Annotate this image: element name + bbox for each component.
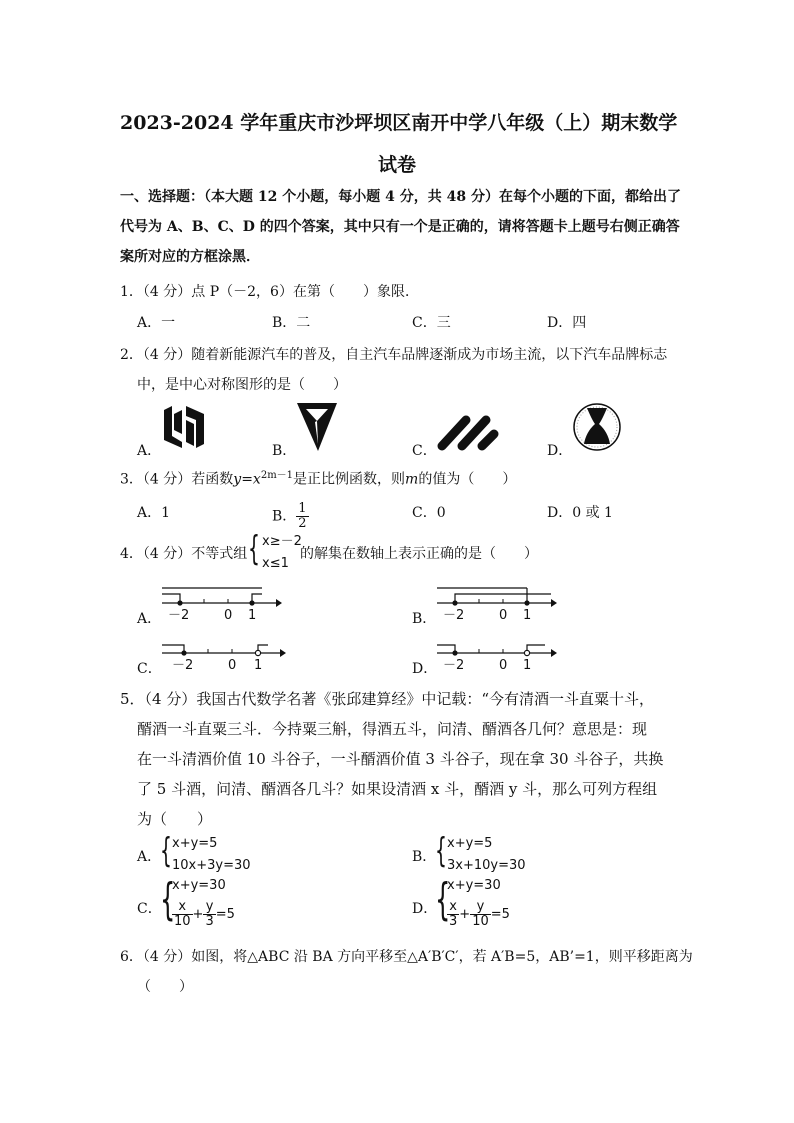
q4a-tick-1: 1 (248, 608, 257, 623)
q4-system-brace: { (248, 529, 260, 569)
q5c-frac-x (172, 900, 193, 929)
q5d-eq2 (447, 900, 510, 929)
q4-number-line-c (158, 634, 288, 674)
q3-stem-part3: 的值为（ ） (418, 471, 517, 488)
question-5-stem-line4: 了 5 斗酒，问清、醑酒各几斗？如果设清酒 x 斗，醑酒 y 斗，那么可列方程组 (137, 780, 658, 798)
q4d-tick-1: 1 (523, 658, 532, 673)
question-6-stem-line2: （ ） (137, 979, 193, 995)
q3-fraction-num: 1 (298, 501, 307, 516)
question-4-stem-part1: 4．（4 分）不等式组 (120, 546, 248, 562)
question-6-stem: 6．（4 分）如图，将△ABC 沿 BA 方向平移至△A′B′C′，若 A′B=5，AB’=1，则平移距离为 (120, 949, 693, 965)
q4-system-line2: x≤1 (262, 556, 289, 571)
q5d-frac-x-num: x (447, 900, 459, 915)
q5b-eq1: x+y=5 (447, 836, 493, 851)
q3-option-a[interactable]: A．1 (137, 505, 171, 521)
q4d-tick-neg2: －2 (443, 658, 465, 673)
q4-option-d[interactable]: D． (412, 661, 438, 677)
q3-func-x: x (252, 471, 261, 488)
slashes-logo-icon (436, 412, 500, 452)
q3-option-b[interactable] (272, 502, 309, 531)
q3-option-d[interactable]: D．0 或 1 (547, 505, 613, 521)
q5d-frac-y (470, 900, 491, 929)
question-5-stem-line2: 醑酒一斗直粟三斗．今持粟三斛，得酒五斗，问清、醑酒各几何？意思是：现 (137, 720, 648, 738)
q4d-tick-0: 0 (499, 658, 508, 673)
page-title: 2023-2024 学年重庆市沙坪坝区南开中学八年级（上）期末数学 (120, 112, 678, 134)
q1-option-a[interactable]: A．一 (137, 315, 176, 331)
q5-option-b[interactable]: B． (412, 849, 437, 865)
section-heading-line3: 案所对应的方框涂黑． (120, 249, 260, 265)
q5d-frac-y-den: 10 (472, 914, 489, 929)
q2-option-d[interactable]: D． (547, 443, 573, 459)
q5d-frac-y-num: y (470, 900, 491, 915)
q1-option-b[interactable]: B．二 (272, 315, 311, 331)
q3-stem-part1: 3．（4 分）若函数 (120, 471, 234, 488)
q4b-tick-0: 0 (499, 608, 508, 623)
q5c-plus: + (192, 907, 204, 922)
q3-func-eq: = (241, 471, 253, 488)
section-heading-line2: 代号为 A、B、C、D 的四个答案，其中只有一个是正确的，请将答题卡上题号右侧正确答 (120, 219, 680, 235)
q4-system-line1: x≥－2 (262, 534, 302, 549)
q4-option-b[interactable]: B． (412, 611, 437, 627)
circle-logo-icon (572, 402, 622, 452)
q4c-tick-1: 1 (254, 658, 263, 673)
q5c-eq2 (172, 900, 235, 929)
q2-option-a[interactable]: A． (137, 443, 162, 459)
q3-option-c[interactable]: C．0 (412, 505, 446, 521)
q5b-brace: { (435, 831, 447, 871)
q5c-equals: =5 (215, 907, 235, 922)
section-heading: 一、选择题：（本大题 12 个小题，每小题 4 分，共 48 分）在每个小题的下面，都给出了 (120, 189, 681, 205)
q3-fraction-den: 2 (298, 516, 307, 531)
q4a-tick-neg2: －2 (168, 608, 190, 623)
q5c-brace: { (160, 874, 176, 925)
q5c-frac-y (203, 900, 215, 929)
q3-exponent: 2m－1 (260, 470, 294, 481)
q1-option-d[interactable]: D．四 (547, 315, 587, 331)
q2-option-b[interactable]: B． (272, 443, 297, 459)
triangle-logo-icon (296, 402, 338, 452)
q3-fraction (296, 502, 308, 531)
q5c-frac-y-num: y (203, 900, 215, 915)
q4-option-a[interactable]: A． (137, 611, 162, 627)
q5d-equals: =5 (490, 907, 510, 922)
question-5-stem-line5: 为（ ） (137, 810, 213, 828)
geometric-logo-icon (160, 404, 208, 450)
q5c-eq1: x+y=30 (172, 878, 226, 893)
question-1-stem: 1．（4 分）点 P（－2，6）在第（ ）象限． (120, 284, 419, 300)
q4b-tick-neg2: －2 (443, 608, 465, 623)
q5c-frac-x-num: x (172, 900, 193, 915)
question-2-stem-line2: 中，是中心对称图形的是（ ） (137, 377, 347, 393)
q5d-eq1: x+y=30 (447, 878, 501, 893)
q3-stem-part2: 是正比例函数，则 (293, 471, 406, 488)
q4-number-line-d (433, 634, 558, 674)
q5-option-d[interactable]: D． (412, 901, 438, 917)
q4c-tick-0: 0 (228, 658, 237, 673)
q5-option-c[interactable]: C． (137, 901, 162, 917)
question-2-stem: 2．（4 分）随着新能源汽车的普及，自主汽车品牌逐渐成为市场主流，以下汽车品牌标志 (120, 347, 668, 363)
q5d-brace: { (435, 874, 451, 925)
q1-option-c[interactable]: C．三 (412, 315, 451, 331)
q5a-eq1: x+y=5 (172, 836, 218, 851)
q5d-frac-x-den: 3 (449, 914, 458, 929)
q4-number-line-b (433, 582, 558, 624)
page-title-continued: 试卷 (378, 154, 417, 176)
q3-var-m: m (405, 471, 419, 488)
q5b-eq2: 3x+10y=30 (447, 858, 526, 873)
question-5-stem: 5．（4 分）我国古代数学名著《张邱建算经》中记载：“今有清酒一斗直粟十斗， (120, 690, 655, 708)
question-4-stem-part2: 的解集在数轴上表示正确的是（ ） (300, 546, 538, 562)
q5a-brace: { (160, 831, 172, 871)
q4-option-c[interactable]: C． (137, 661, 162, 677)
q5a-eq2: 10x+3y=30 (172, 858, 251, 873)
q3-func-y: y (233, 471, 242, 488)
q4b-tick-1: 1 (523, 608, 532, 623)
q5-option-a[interactable]: A． (137, 849, 162, 865)
q5d-plus: + (459, 907, 471, 922)
question-5-stem-line3: 在一斗清酒价值 10 斗谷子，一斗醑酒价值 3 斗谷子，现在拿 30 斗谷子，共换 (137, 750, 664, 768)
q5d-frac-x (447, 900, 459, 929)
q5c-frac-x-den: 10 (174, 914, 191, 929)
q4-number-line-a (158, 582, 283, 624)
q4c-tick-neg2: －2 (172, 658, 194, 673)
question-3-stem (120, 466, 516, 489)
q3-option-b-label: B． (272, 508, 297, 525)
q4a-tick-0: 0 (224, 608, 233, 623)
q5c-frac-y-den: 3 (205, 914, 214, 929)
q2-option-c[interactable]: C． (412, 443, 437, 459)
